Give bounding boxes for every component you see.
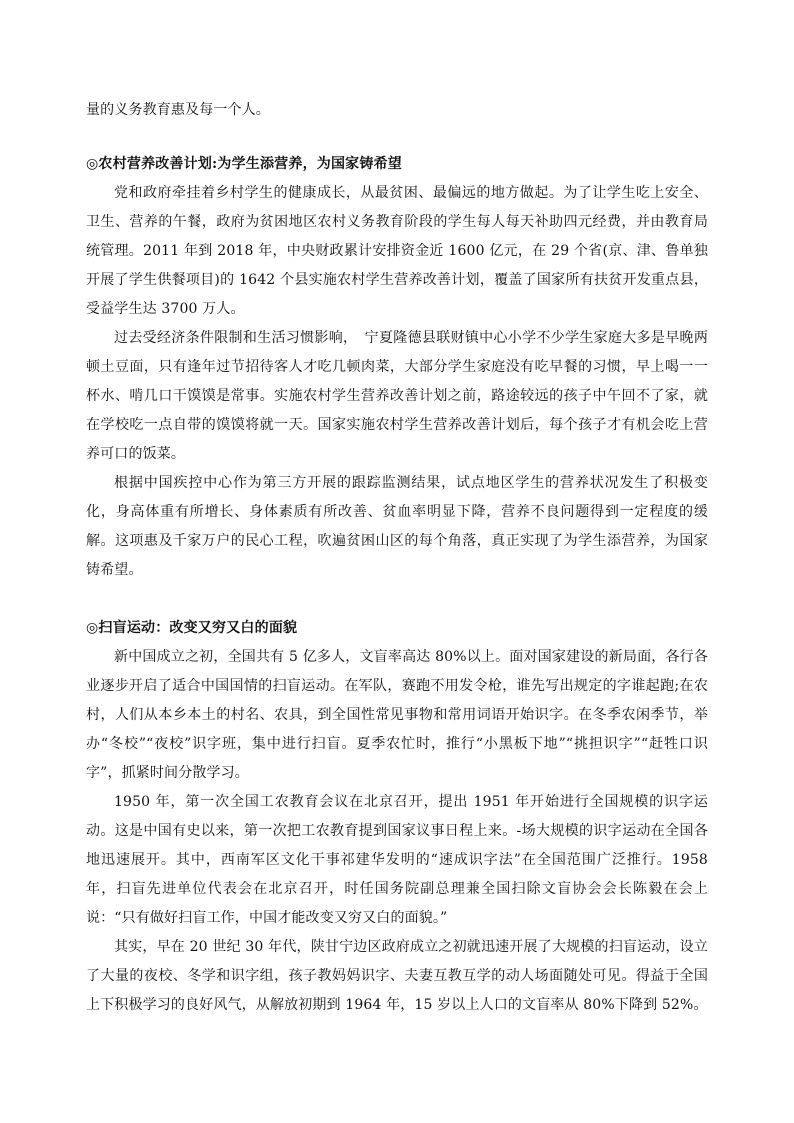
paragraph-nutrition-1: 党和政府牵挂着乡村学生的健康成长，从最贫困、最偏远的地方做起。为了让学生吃上安全、卫生、营养的午餐，政府为贫困地区农村义务教育阶段的学生每人每天补助四元经费，并由教育局统管理。2011 年到 2018 年，中央财政累计安排资金近 1600 亿元，在 29 个省(京、津、鲁单独开展了学生供餐项目)的 1642 个县实施农村学生营养改善计划，覆盖了国家所有扶贫开发重点县，受益学生达 3700 万人。 [86,185,708,317]
section-spacer [86,585,708,614]
paragraph-literacy-1: 新中国成立之初，全国共有 5 亿多人，文盲率高达 80%以上。面对国家建设的新局面，各行各业逐步开启了适合中国国情的扫盲运动。在军队，赛跑不用发令枪，谁先写出规定的字谁起跑;在农村，人们从本乡本土的村名、农具，到全国性常见事物和常用词语开始识字。在冬季农闲季节，举办“冬校”“夜校”识字班，集中进行扫盲。夏季农忙时，推行“小黑板下地”“挑担识字”“赶牲口识字”，抓紧时间分散学习。 [86,649,708,781]
paragraph-literacy-3: 其实，早在 20 世纪 30 年代，陕甘宁边区政府成立之初就迅速开展了大规模的扫盲运动，设立了大量的夜校、冬学和识字组，孩子教妈妈识字、夫妻互教互学的动人场面随处可见。得益于全国上下积极学习的良好风气，从解放初期到 1964 年，15 岁以上人口的文盲率从 80%下降到 52%。 [86,939,708,1013]
intro-tail-paragraph: 量的义务教育惠及每一个人。 [86,102,270,118]
section-literacy-campaign [86,614,723,1020]
paragraph-nutrition-2: 过去受经济条件限制和生活习惯影响， 宁夏隆德县联财镇中心小学不少学生家庭大多是早晚两顿土豆面，只有逢年过节招待客人才吃几顿肉菜，大部分学生家庭没有吃早餐的习惯，早上喝一一杯水、啃几口干馍馍是常事。实施农村学生营养改善计划之前，路途较远的孩子中午回不了家，就在学校吃一点自带的馍馍将就一天。国家实施农村学生营养改善计划后，每个孩子才有机会吃上营养可口的饭菜。 [86,330,708,462]
section-spacer [86,125,708,150]
section-nutrition-plan [86,150,708,585]
paragraph-literacy-2: 1950 年，第一次全国工农教育会议在北京召开，提出 1951 年开始进行全国规模的识字运动。这是中国有史以来，第一次把工农教育提到国家议事日程上来。-场大规模的识字运动在全国各地迅速展开。其中，西南军区文化干事祁建华发明的“速成识字法”在全国范围广泛推行。1958 年，扫盲先进单位代表会在北京召开，时任国务院副总理兼全国扫除文盲协会会长陈毅在会上说：“只有做好扫盲工作，中国才能改变又穷又白的面貌。” [86,794,723,926]
section-heading-nutrition: ◎农村营养改善计划:为学生添营养，为国家铸希望 [86,156,402,172]
section-heading-literacy: ◎扫盲运动：改变又穷又白的面貌 [86,620,298,636]
paragraph-nutrition-3: 根据中国疾控中心作为第三方开展的跟踪监测结果，试点地区学生的营养状况发生了积极变化，身高体重有所增长、身体素质有所改善、贫血率明显下降，营养不良问题得到一定程度的缓解。这项惠及千家万户的民心工程，吹遍贫困山区的每个角落，真正实现了为学生添营养，为国家铸希望。 [86,475,708,578]
document-page [86,96,723,1020]
